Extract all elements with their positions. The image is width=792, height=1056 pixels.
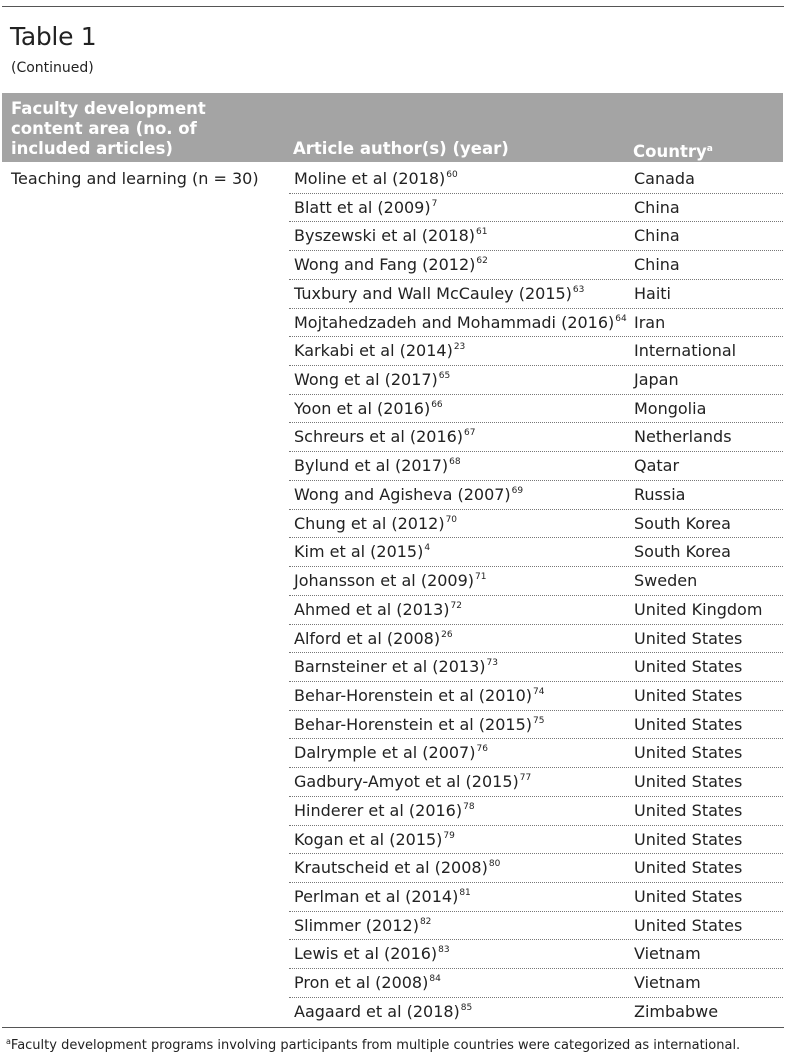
article-author-cell <box>294 916 431 935</box>
header-country-marker: a <box>706 144 713 154</box>
country-cell: United States <box>634 772 743 792</box>
article-author-text: Perlman et al (2014) <box>294 886 459 906</box>
reference-number: 78 <box>463 801 475 812</box>
table-row <box>289 625 783 654</box>
article-author-text: Hinderer et al (2016) <box>294 800 463 820</box>
table-row <box>289 797 783 826</box>
header-content-area: Faculty development content area (no. of included articles) <box>11 99 206 158</box>
article-author-text: Kogan et al (2015) <box>294 829 443 849</box>
country-cell: United States <box>634 886 743 906</box>
country-cell: South Korea <box>634 542 731 562</box>
table-row <box>289 768 783 797</box>
article-author-text: Byszewski et al (2018) <box>294 226 475 246</box>
article-author-text: Lewis et al (2016) <box>294 944 438 964</box>
article-author-text: Ahmed et al (2013) <box>294 599 450 619</box>
table-row <box>289 538 783 567</box>
table-row <box>289 165 783 194</box>
country-cell: Russia <box>634 484 686 504</box>
table-row <box>289 596 783 625</box>
country-cell: Netherlands <box>634 427 732 447</box>
article-author-text: Slimmer (2012) <box>294 915 419 935</box>
footnote-text: Faculty development programs involving participants from multiple countries were categorized as international. <box>10 1038 741 1053</box>
reference-number: 23 <box>453 342 466 353</box>
article-author-cell <box>294 255 488 274</box>
country-cell: Mongolia <box>634 398 707 418</box>
article-author-text: Kim et al (2015) <box>294 542 424 562</box>
reference-number: 77 <box>519 773 532 784</box>
article-author-text: Schreurs et al (2016) <box>294 427 464 447</box>
table-row <box>289 366 783 395</box>
reference-number: 82 <box>419 916 432 927</box>
article-author-cell <box>294 1002 472 1021</box>
reference-number: 81 <box>459 887 471 898</box>
table-row <box>289 395 783 424</box>
article-author-text: Pron et al (2008) <box>294 973 429 993</box>
article-author-text: Moline et al (2018) <box>294 169 446 188</box>
article-author-text: Krautscheid et al (2008) <box>294 858 488 878</box>
article-author-cell <box>294 858 500 877</box>
table-row <box>289 940 783 969</box>
article-author-cell <box>294 571 486 590</box>
country-cell: Zimbabwe <box>634 1001 719 1021</box>
article-author-text: Behar-Horenstein et al (2010) <box>294 685 532 705</box>
article-author-text: Yoon et al (2016) <box>294 398 431 418</box>
article-author-cell <box>294 313 627 332</box>
article-author-cell <box>294 542 430 561</box>
reference-number: 65 <box>438 371 451 382</box>
article-author-cell <box>294 600 462 619</box>
article-author-text: Behar-Horenstein et al (2015) <box>294 714 532 734</box>
article-author-text: Barnsteiner et al (2013) <box>294 657 486 677</box>
article-author-cell <box>294 743 488 762</box>
article-author-cell <box>294 456 461 475</box>
reference-number: 84 <box>429 974 441 985</box>
article-author-cell <box>294 370 450 389</box>
table-row <box>289 739 783 768</box>
article-author-cell <box>294 629 453 648</box>
article-author-text: Tuxbury and Wall McCauley (2015) <box>294 283 572 303</box>
table-row <box>289 567 783 596</box>
table-row <box>289 481 783 510</box>
table-row <box>289 682 783 711</box>
reference-number: 79 <box>443 830 455 841</box>
country-cell: United States <box>634 829 743 849</box>
country-cell: Vietnam <box>634 944 701 964</box>
article-author-cell <box>294 801 475 820</box>
country-cell: United States <box>634 743 743 763</box>
reference-number: 61 <box>475 227 488 238</box>
header-article-authors: Article author(s) (year) <box>293 139 509 158</box>
table-row <box>289 337 783 366</box>
reference-number: 85 <box>460 1002 473 1013</box>
country-cell: United Kingdom <box>634 599 763 619</box>
article-author-cell <box>294 944 450 963</box>
country-cell: International <box>634 341 737 361</box>
table-row <box>289 883 783 912</box>
reference-number: 80 <box>488 859 501 870</box>
bottom-rule <box>2 1027 784 1028</box>
reference-number: 75 <box>533 715 545 726</box>
country-cell: South Korea <box>634 513 731 533</box>
country-cell: United States <box>634 685 743 705</box>
reference-number: 68 <box>449 457 461 468</box>
reference-number: 60 <box>446 170 458 180</box>
article-author-cell <box>294 772 531 791</box>
article-author-cell <box>294 341 465 360</box>
country-cell: Iran <box>634 312 666 332</box>
article-author-text: Mojtahedzadeh and Mohammadi (2016) <box>294 312 615 332</box>
reference-number: 83 <box>438 945 450 956</box>
reference-number: 69 <box>511 485 524 496</box>
article-author-text: Blatt et al (2009) <box>294 197 431 217</box>
country-cell: China <box>634 197 680 217</box>
article-author-text: Wong and Fang (2012) <box>294 255 476 275</box>
footnote-marker: a <box>6 1037 11 1046</box>
article-author-text: Aagaard et al (2018) <box>294 1001 460 1021</box>
table-row <box>289 452 783 481</box>
table-row <box>289 423 783 452</box>
reference-number: 74 <box>533 686 545 697</box>
article-author-text: Bylund et al (2017) <box>294 456 449 476</box>
reference-number: 26 <box>441 629 453 640</box>
reference-number: 70 <box>445 514 458 525</box>
country-cell: Japan <box>634 370 679 390</box>
table-row <box>289 280 783 309</box>
article-author-text: Dalrymple et al (2007) <box>294 743 476 763</box>
reference-number: 62 <box>476 256 488 267</box>
article-author-cell <box>294 686 544 705</box>
group-label: Teaching and learning (n = 30) <box>11 169 259 188</box>
country-cell: United States <box>634 628 743 648</box>
article-author-cell <box>294 887 471 906</box>
article-author-text: Johansson et al (2009) <box>294 571 475 591</box>
table-row <box>289 251 783 280</box>
article-author-cell <box>294 169 458 188</box>
table-row <box>289 912 783 941</box>
article-author-cell <box>294 198 437 217</box>
reference-number: 71 <box>475 572 487 583</box>
article-author-cell <box>294 514 457 533</box>
article-author-cell <box>294 399 443 418</box>
article-author-cell <box>294 284 584 303</box>
table-row <box>289 309 783 338</box>
table-row <box>289 711 783 740</box>
article-author-text: Wong et al (2017) <box>294 370 438 390</box>
article-author-text: Gadbury-Amyot et al (2015) <box>294 772 519 792</box>
country-cell: China <box>634 255 680 275</box>
country-cell: United States <box>634 657 743 677</box>
reference-number: 73 <box>486 658 498 669</box>
top-rule <box>2 6 784 7</box>
reference-number: 64 <box>615 313 627 324</box>
table-row <box>289 194 783 223</box>
article-author-text: Wong and Agisheva (2007) <box>294 484 511 504</box>
reference-number: 63 <box>572 284 585 295</box>
reference-number: 4 <box>424 543 431 554</box>
article-author-text: Alford et al (2008) <box>294 628 441 648</box>
country-cell: China <box>634 226 680 246</box>
header-country-label: Country <box>633 142 707 161</box>
table-row <box>289 653 783 682</box>
article-author-cell <box>294 715 544 734</box>
reference-number: 66 <box>431 399 443 410</box>
reference-number: 7 <box>431 198 438 209</box>
reference-number: 72 <box>450 600 462 611</box>
header-country <box>633 139 713 162</box>
reference-number: 67 <box>464 428 476 439</box>
country-cell: Haiti <box>634 283 671 303</box>
article-author-cell <box>294 830 455 849</box>
country-cell: United States <box>634 800 743 820</box>
table-row <box>289 969 783 998</box>
country-cell: United States <box>634 915 743 935</box>
article-author-cell <box>294 226 487 245</box>
article-author-cell <box>294 973 441 992</box>
article-author-text: Chung et al (2012) <box>294 513 445 533</box>
country-cell: Canada <box>634 169 695 188</box>
article-author-cell <box>294 427 476 446</box>
country-cell: Qatar <box>634 456 680 476</box>
country-cell: United States <box>634 858 743 878</box>
table-row <box>289 998 783 1027</box>
table-body <box>289 165 783 1027</box>
table-title: Table 1 <box>10 22 97 51</box>
table-row <box>289 222 783 251</box>
country-cell: United States <box>634 714 743 734</box>
article-author-cell <box>294 485 523 504</box>
table-row <box>289 510 783 539</box>
article-author-text: Karkabi et al (2014) <box>294 341 453 361</box>
article-author-cell <box>294 657 498 676</box>
table-subtitle: (Continued) <box>11 60 94 76</box>
table-row <box>289 826 783 855</box>
country-cell: Vietnam <box>634 973 701 993</box>
country-cell: Sweden <box>634 571 698 591</box>
footnote <box>6 1037 740 1053</box>
table-row <box>289 854 783 883</box>
reference-number: 76 <box>476 744 488 755</box>
